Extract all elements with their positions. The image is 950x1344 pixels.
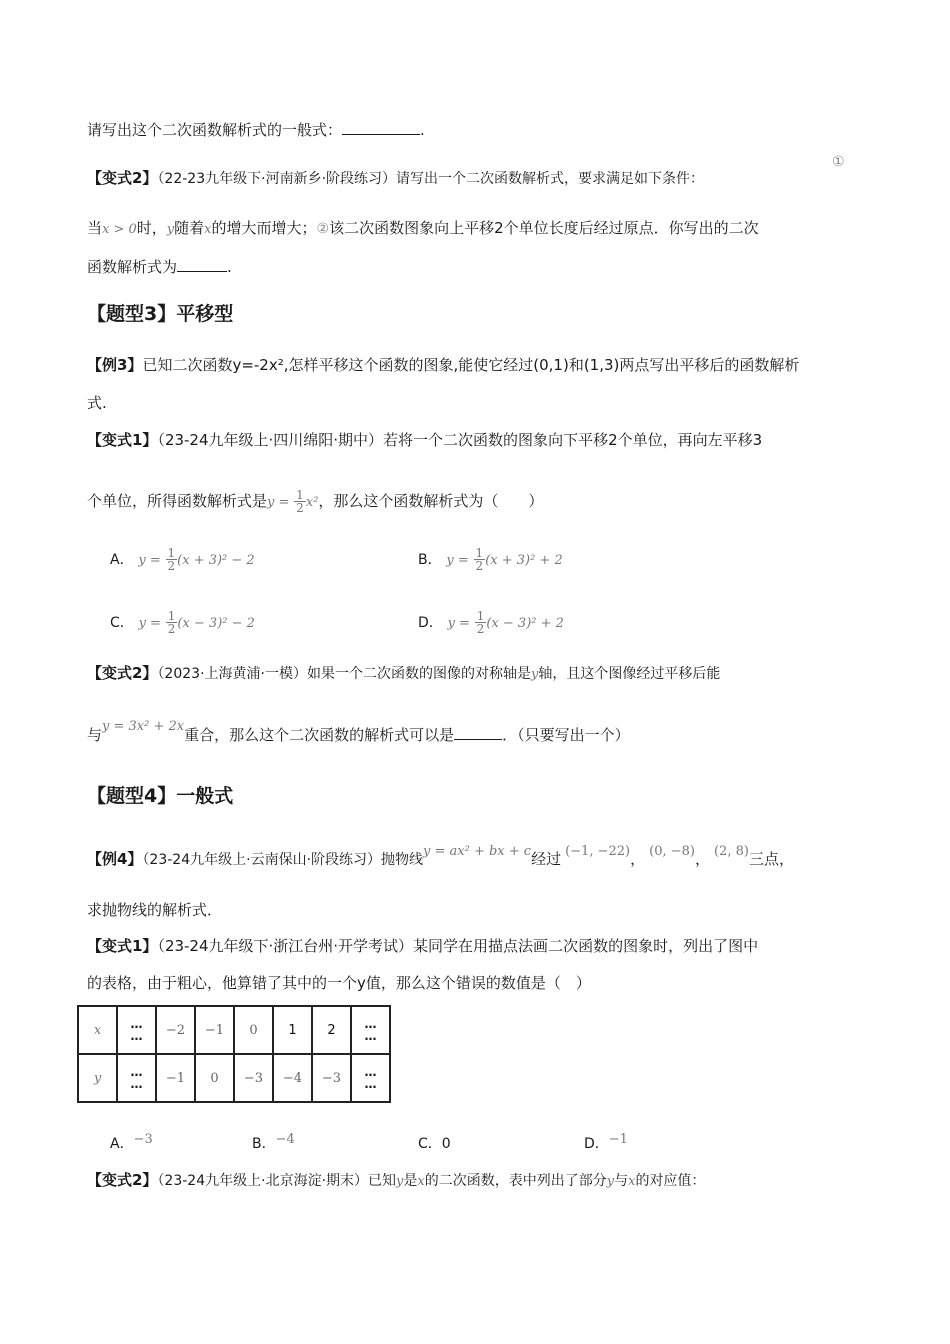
- example-4-line1: [87, 844, 794, 871]
- option-label: C．: [418, 1136, 442, 1152]
- math-y: y: [396, 1174, 404, 1189]
- fraction-numerator: 1: [296, 488, 304, 502]
- variant-tag: 【变式1】: [87, 937, 158, 955]
- text: （23-24九年级上·云南保山·阶段练习）抛物线: [142, 852, 424, 868]
- table-cell: [273, 1054, 312, 1102]
- variant-2c-line1: [87, 1170, 705, 1192]
- fraction: [166, 610, 178, 635]
- cell-text: −3: [243, 1070, 264, 1086]
- option-label: B．: [252, 1136, 276, 1152]
- table-row-y: [78, 1054, 390, 1102]
- table-cell-label: [78, 1054, 117, 1102]
- cell-text: 2: [327, 1022, 336, 1038]
- option-a[interactable]: [110, 542, 255, 578]
- table-cell: [195, 1006, 234, 1054]
- math-x-squared: x²: [305, 495, 319, 510]
- variant-tag: 【变式1】: [87, 431, 158, 449]
- option-label: D．: [584, 1136, 609, 1152]
- variant-text: （23-24九年级下·浙江台州·开学考试）某同学在用描点法画二次函数的图象时，列出了图中: [157, 937, 759, 955]
- cell-text: 1: [288, 1022, 297, 1038]
- variant-tag: 【变式2】: [87, 1171, 158, 1189]
- text: ，: [694, 850, 710, 868]
- section-heading-type4: 【题型4】一般式: [87, 785, 234, 807]
- option-math: (x + 3)² − 2: [177, 553, 255, 568]
- math-x: x: [628, 1174, 636, 1189]
- option-a[interactable]: [110, 1133, 153, 1155]
- variant-text: （23-24九年级上·四川绵阳·期中）若将一个二次函数的图象向下平移2个单位，再向左平移3: [157, 431, 763, 449]
- text: （2023·上海黄浦·一模）如果一个二次函数的图像的对称轴是: [157, 666, 531, 682]
- text: 时，: [136, 219, 167, 237]
- value-table: [77, 1005, 391, 1103]
- cell-text: y: [93, 1070, 102, 1086]
- fraction: [166, 547, 178, 572]
- fraction-denominator: 2: [167, 622, 176, 636]
- option-c[interactable]: [418, 1133, 451, 1154]
- option-math: y =: [138, 553, 161, 568]
- text: 随着: [174, 219, 205, 237]
- text: ，那么这个函数解析式为（ ）: [318, 492, 544, 510]
- table-cell: [234, 1006, 273, 1054]
- table-cell: [234, 1054, 273, 1102]
- example-tag: 【例3】: [87, 356, 143, 374]
- option-math: (x − 3)² − 2: [177, 616, 255, 631]
- table-cell-dots: [117, 1054, 156, 1102]
- variant-2b-line1: [87, 663, 720, 685]
- option-value: 0: [441, 1136, 451, 1152]
- dots: … …: [130, 1017, 143, 1043]
- line-question-general-form: [87, 119, 425, 140]
- variant-1b-line1: [87, 936, 758, 956]
- variant-tag: 【变式2】: [87, 169, 158, 187]
- math-x: x: [417, 1174, 425, 1189]
- fraction-denominator: 2: [296, 501, 304, 515]
- circled-one: ①: [832, 154, 845, 170]
- cell-text: x: [93, 1022, 102, 1038]
- cell-text: 0: [249, 1022, 258, 1038]
- option-label: D．: [418, 615, 443, 631]
- variant-2a-line3: [87, 256, 232, 277]
- table-cell-dots: [117, 1006, 156, 1054]
- option-math: y =: [138, 616, 161, 631]
- variant-2a-line2: [87, 218, 759, 240]
- text: 三点，: [748, 850, 794, 868]
- fraction-denominator: 2: [167, 559, 176, 573]
- fraction-one-half: [294, 489, 306, 514]
- cell-text: −3: [321, 1070, 342, 1086]
- text: 当: [87, 219, 103, 237]
- option-math: (x + 3)² + 2: [485, 553, 563, 568]
- text: 的对应值：: [635, 1173, 706, 1189]
- option-value: −3: [133, 1132, 153, 1147]
- math-expression: y = 3x² + 2x: [102, 719, 185, 734]
- table-row-x: [78, 1006, 390, 1054]
- example-4-line2: 求抛物线的解析式．: [87, 901, 223, 919]
- table-cell: [312, 1006, 351, 1054]
- math-x-gt-0: x > 0: [102, 222, 137, 237]
- option-c[interactable]: [110, 605, 255, 641]
- cell-text: −1: [204, 1022, 225, 1038]
- table-cell: [156, 1054, 195, 1102]
- math-point: (−1, −22): [565, 844, 631, 859]
- dots: … …: [130, 1065, 143, 1091]
- option-label: A．: [110, 1136, 134, 1152]
- answer-blank[interactable]: [454, 724, 502, 740]
- table-cell: [273, 1006, 312, 1054]
- section-heading-type3: 【题型3】平移型: [87, 303, 234, 325]
- table-cell-dots: [351, 1006, 390, 1054]
- option-label: C．: [110, 615, 134, 631]
- text: 与: [87, 726, 103, 744]
- fraction: [475, 610, 487, 635]
- math-y: y: [166, 222, 175, 237]
- fraction-numerator: 1: [167, 546, 176, 560]
- option-d[interactable]: [418, 605, 564, 641]
- table-cell: [195, 1054, 234, 1102]
- answer-blank[interactable]: [342, 119, 420, 135]
- text: 经过: [531, 850, 562, 868]
- text: ．（只要写出一个）: [502, 726, 630, 744]
- question-text: 请写出这个二次函数解析式的一般式：: [87, 121, 343, 139]
- text: 的二次函数，表中列出了部分: [424, 1173, 607, 1189]
- circled-two: ②: [316, 221, 330, 237]
- variant-1-line2: [87, 484, 543, 520]
- option-d[interactable]: [584, 1133, 628, 1155]
- period: .: [420, 121, 425, 139]
- text: 是: [403, 1173, 418, 1189]
- variant-2a-line1: [87, 168, 704, 189]
- example-3-line2: 式.: [87, 394, 107, 412]
- example-3-line1: [87, 355, 799, 375]
- option-value: −1: [608, 1132, 628, 1147]
- variant-source-text: （22-23九年级下·河南新乡·阶段练习）请写出一个二次函数解析式，要求满足如下条件：: [157, 171, 705, 187]
- text: 重合，那么这个二次函数的解析式可以是: [184, 726, 455, 744]
- math-point: (0, −8): [649, 844, 695, 859]
- text: 个单位，所得函数解析式是: [87, 492, 268, 510]
- example-text: 已知二次函数y=-2x²,怎样平移这个函数的图象,能使它经过(0,1)和(1,3)两点写出平移后的函数解析: [142, 356, 800, 374]
- cell-text: −4: [282, 1070, 303, 1086]
- option-b[interactable]: [418, 542, 563, 578]
- table-cell: [156, 1006, 195, 1054]
- variant-2b-line2: [87, 719, 630, 747]
- cell-text: −1: [165, 1070, 186, 1086]
- dots: … …: [364, 1017, 377, 1043]
- fraction: [474, 547, 486, 572]
- option-math: y =: [447, 616, 470, 631]
- variant-1-line1: [87, 430, 762, 450]
- option-value: −4: [275, 1132, 295, 1147]
- fraction-numerator: 1: [167, 609, 176, 623]
- fraction-numerator: 1: [475, 546, 484, 560]
- period: .: [227, 258, 232, 276]
- text: 该二次函数图象向上平移2个单位长度后经过原点．你写出的二次: [329, 219, 759, 237]
- example-tag: 【例4】: [87, 850, 143, 868]
- table-cell-dots: [351, 1054, 390, 1102]
- fraction-numerator: 1: [476, 609, 485, 623]
- text: 的增大而增大；: [211, 219, 317, 237]
- answer-blank[interactable]: [177, 256, 227, 272]
- fraction-denominator: 2: [475, 559, 484, 573]
- text: 与: [614, 1173, 629, 1189]
- option-label: B．: [418, 552, 442, 568]
- variant-1b-line2: 的表格，由于粗心，他算错了其中的一个y值，那么这个错误的数值是（ ）: [87, 974, 591, 992]
- math-parabola: y = ax² + bx + c: [423, 844, 532, 859]
- text: （23-24九年级上·北京海淀·期末）已知: [157, 1173, 397, 1189]
- variant-tag: 【变式2】: [87, 664, 158, 682]
- text: ，: [630, 850, 646, 868]
- dots: … …: [364, 1065, 377, 1091]
- text: 轴，且这个图像经过平移后能: [538, 666, 721, 682]
- math-point: (2, 8): [713, 844, 749, 859]
- option-math: (x − 3)² + 2: [486, 616, 564, 631]
- cell-text: 0: [210, 1070, 219, 1086]
- option-math: y =: [446, 553, 469, 568]
- option-b[interactable]: [252, 1133, 295, 1155]
- option-label: A．: [110, 552, 134, 568]
- math-y: y: [606, 1174, 615, 1189]
- math-x: x: [204, 222, 212, 237]
- math-y: y: [530, 667, 539, 682]
- cell-text: −2: [165, 1022, 186, 1038]
- text: 函数解析式为: [87, 258, 178, 276]
- table-cell: [312, 1054, 351, 1102]
- table-cell-label: [78, 1006, 117, 1054]
- fraction-denominator: 2: [476, 622, 485, 636]
- math-y-eq: y =: [267, 495, 290, 510]
